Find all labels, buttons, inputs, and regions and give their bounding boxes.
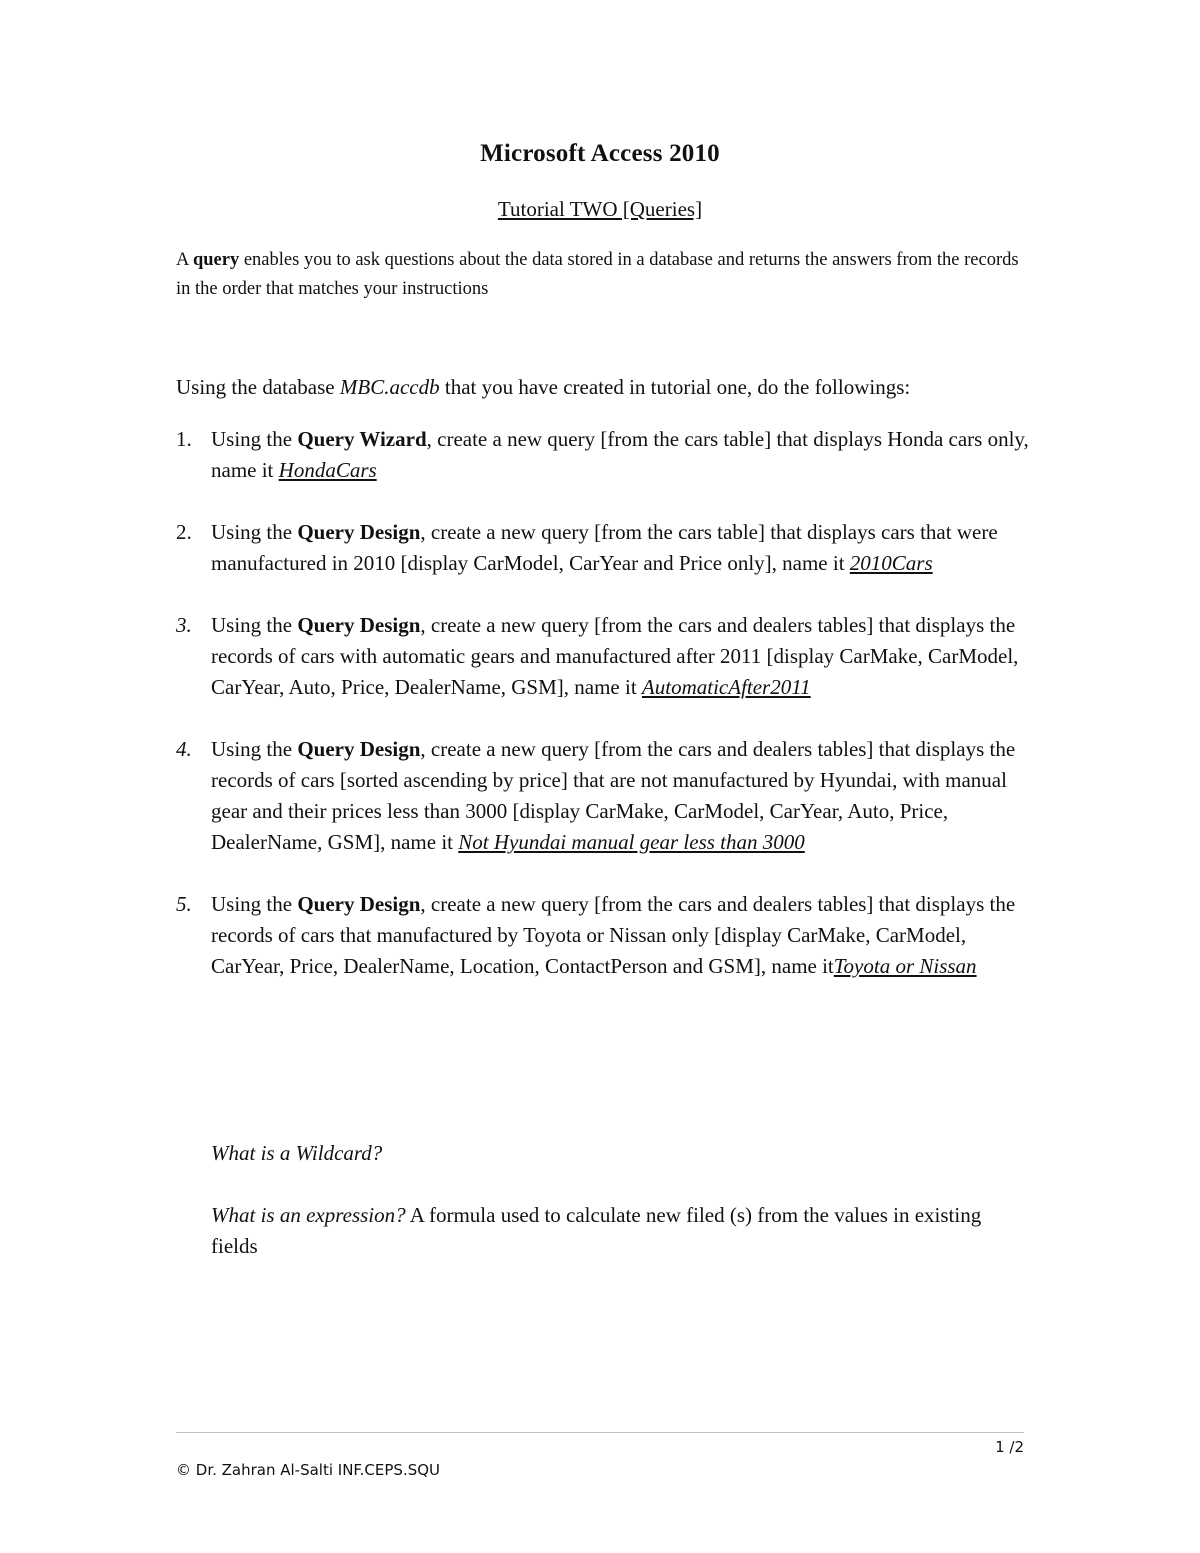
task-before: Using the [211,737,298,761]
query-name: HondaCars [278,458,377,482]
document-subtitle: Tutorial TWO [Queries] [497,197,703,221]
expression-answer: A formula used to calculate new filed (s) from the values in existing fields [211,1203,982,1258]
lead-after: that you have created in tutorial one, do the followings: [439,375,911,399]
lead-paragraph [176,372,1036,403]
task-item [176,424,1036,486]
task-number: 1. [176,427,192,451]
questions-block [211,1138,1031,1293]
wildcard-question [211,1138,1031,1169]
task-tool: Query Design [297,892,421,916]
task-tool: Query Design [297,737,421,761]
intro-term: query [192,250,240,270]
task-number: 2. [176,520,192,544]
task-text: , create a new query [from the cars and dealers tables] that displays the records of cars that manufactured by Toyota or Nissan only [display CarMake, CarModel, CarYear, Price, DealerName, Location, ContactPerson and GSM], name it [211,892,1016,978]
task-before: Using the [211,892,298,916]
document-title: Microsoft Access 2010 [480,140,720,167]
task-before: Using the [211,520,298,544]
task-before: Using the [211,613,298,637]
footer-credit: © Dr. Zahran Al-Salti INF.CEPS.SQU [176,1461,441,1479]
query-name: AutomaticAfter2011 [641,675,811,699]
page-number: 1 /2 [995,1438,1024,1456]
task-number: 3. [176,613,192,637]
task-list [176,424,1036,1013]
query-name: Toyota or Nissan [833,954,977,978]
task-number: 5. [176,892,192,916]
lead-before: Using the database [176,375,340,399]
task-tool: Query Design [297,520,421,544]
task-item [176,889,1036,982]
task-text: , create a new query [from the cars table] that displays Honda cars only, name it [211,427,1029,482]
task-number: 4. [176,737,192,761]
query-name: 2010Cars [849,551,933,575]
task-tool: Query Design [297,613,421,637]
task-item [176,734,1036,858]
database-name: MBC.accdb [339,375,440,399]
task-before: Using the [211,427,298,451]
task-item [176,517,1036,579]
footer-divider [176,1432,1024,1433]
intro-rest: enables you to ask questions about the data stored in a database and returns the answers from the records in the order that matches your instructions [176,250,1019,299]
intro-prefix: A [176,250,193,270]
expression-question [211,1200,1031,1262]
task-item [176,610,1036,703]
wildcard-label: What is a Wildcard? [211,1141,383,1165]
task-text: , create a new query [from the cars and dealers tables] that displays the records of cars [sorted ascending by price] that are not manufactured by Hyundai, with manual gear and their prices less than 3000 [display CarMake, CarModel, CarYear, Auto, Price, DealerName, GSM], name it [211,737,1016,854]
query-name: Not Hyundai manual gear less than 3000 [458,830,805,854]
task-tool: Query Wizard [297,427,427,451]
task-text: , create a new query [from the cars table] that displays cars that were manufactured in 2010 [display CarModel, CarYear and Price only], name it [211,520,998,575]
intro-paragraph [176,246,1036,304]
expression-label: What is an expression? [211,1203,406,1227]
task-text: , create a new query [from the cars and dealers tables] that displays the records of cars with automatic gears and manufactured after 2011 [display CarMake, CarModel, CarYear, Auto, Price, DealerName, GSM], name it [211,613,1019,699]
